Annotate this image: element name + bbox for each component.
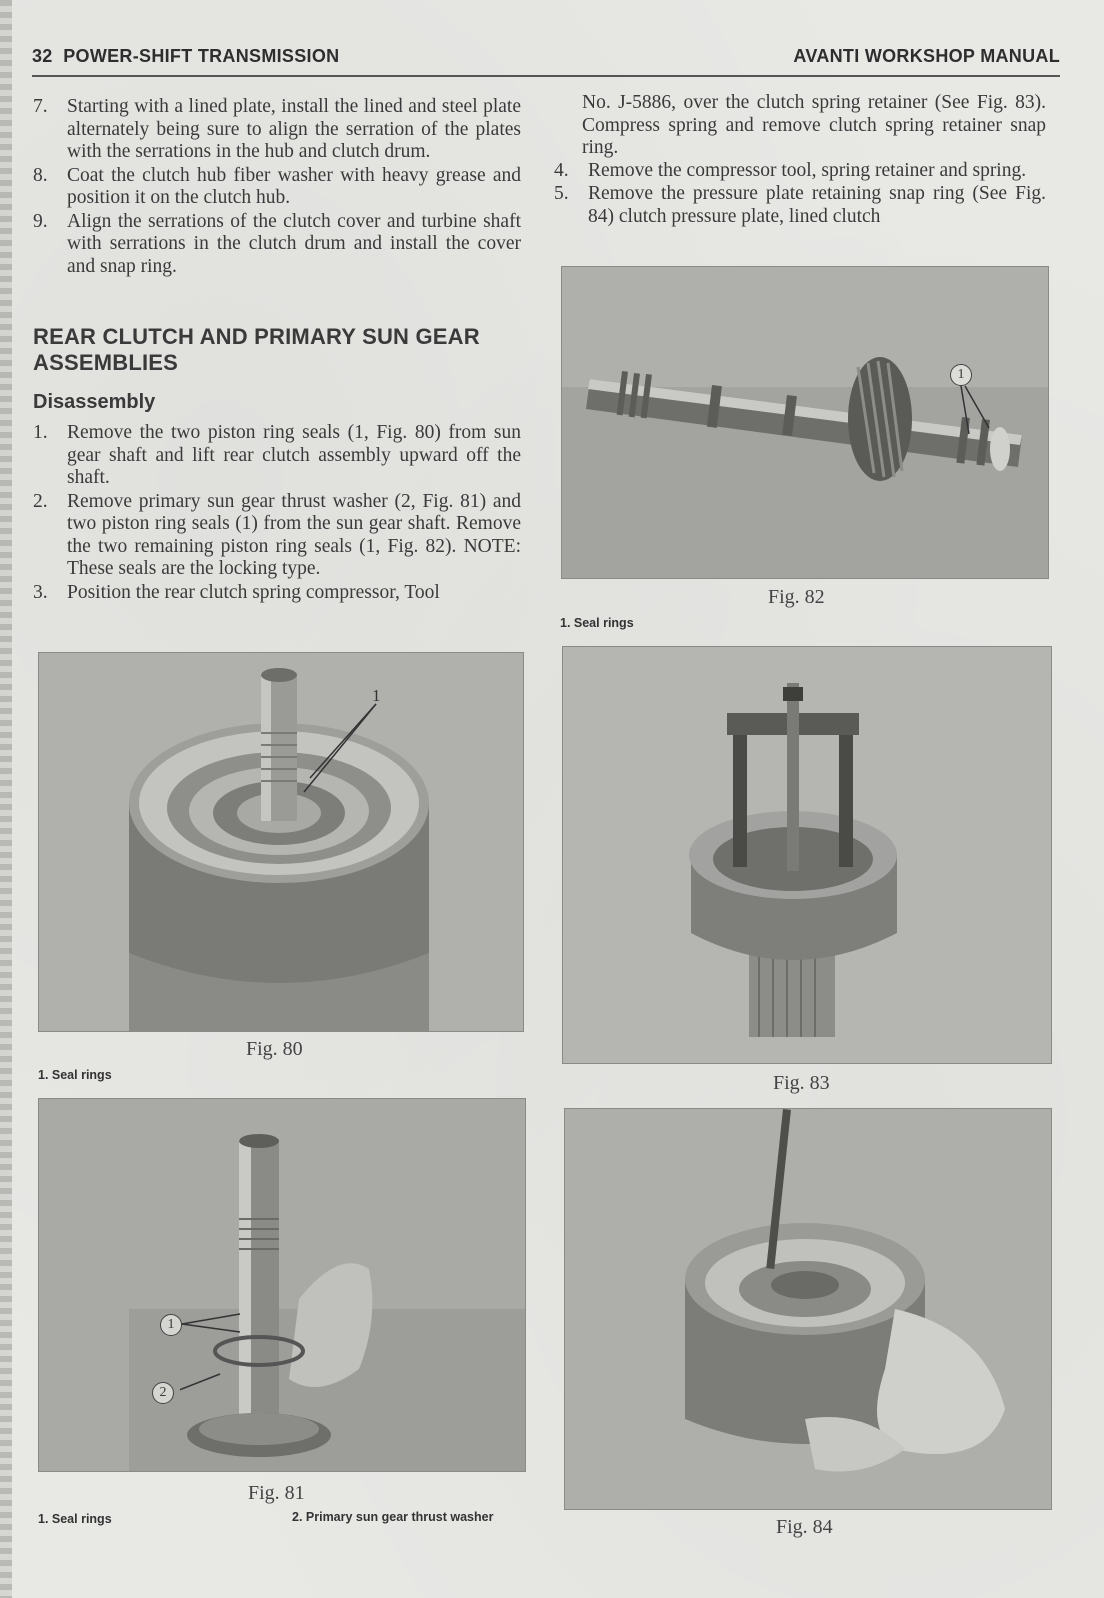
manual-title: AVANTI WORKSHOP MANUAL — [793, 46, 1060, 66]
step-number: 5. — [554, 183, 569, 204]
right-column — [554, 92, 1046, 229]
step-7 — [33, 96, 521, 164]
subheading-disassembly: Disassembly — [33, 391, 156, 413]
continuation-text: No. J-5886, over the clutch spring retainer (See Fig. 83). Compress spring and remove clutch spring retainer snap ring. — [582, 92, 1046, 158]
fig80-callout: 1 — [372, 686, 381, 705]
step-text: Remove the compressor tool, spring retainer and spring. — [588, 159, 1027, 181]
page-header — [32, 46, 1060, 74]
page-number: 32 — [32, 46, 53, 66]
fig81-legend-2: 2. Primary sun gear thrust washer — [292, 1510, 494, 1524]
step-5 — [554, 183, 1046, 228]
fig82-callout: 1 — [950, 364, 972, 386]
step-9 — [33, 211, 521, 279]
fig81-caption: Fig. 81 — [248, 1482, 305, 1504]
step-text: Remove the pressure plate retaining snap ring (See Fig. 84) clutch pressure plate, lined clutch — [588, 183, 1046, 227]
fig83-caption: Fig. 83 — [773, 1072, 830, 1094]
section-title: POWER-SHIFT TRANSMISSION — [63, 46, 340, 66]
step-text: Coat the clutch hub fiber washer with heavy grease and position it on the clutch hub. — [67, 164, 521, 208]
step-number: 3. — [33, 581, 48, 603]
fig80-leader-lines — [300, 702, 380, 794]
step-text: Remove primary sun gear thrust washer (2, Fig. 81) and two piston ring seals (1) from the sun gear shaft. Remove the two remaining piston ring seals (1, Fig. 82). NOTE: These seals are the locking type. — [67, 490, 521, 579]
fig81-callout-1: 1 — [160, 1314, 182, 1336]
fig84-caption: Fig. 84 — [776, 1516, 833, 1538]
step-2 — [33, 491, 521, 581]
step-8 — [33, 165, 521, 210]
step-number: 7. — [33, 96, 48, 117]
section-heading: REAR CLUTCH AND PRIMARY SUN GEAR ASSEMBLIES — [33, 324, 480, 375]
fig82-caption: Fig. 82 — [768, 586, 825, 608]
step-3 — [33, 582, 521, 605]
fig82-leader-lines — [955, 384, 995, 440]
header-rule — [32, 75, 1060, 77]
fig84-photo — [564, 1108, 1052, 1510]
step-number: 9. — [33, 210, 48, 232]
binding-edge — [0, 0, 12, 1598]
step-number: 4. — [554, 159, 569, 181]
step-number: 2. — [33, 490, 48, 512]
step-text: Position the rear clutch spring compressor, Tool — [67, 581, 440, 603]
fig80-legend: 1. Seal rings — [38, 1068, 112, 1082]
left-column — [33, 96, 521, 605]
step-text: Remove the two piston ring seals (1, Fig. 80) from sun gear shaft and lift rear clutch assembly upward off the shaft. — [67, 422, 521, 488]
fig80-photo — [38, 652, 524, 1032]
header-left — [32, 46, 339, 67]
step-number: 1. — [33, 422, 48, 443]
fig83-photo — [562, 646, 1052, 1064]
fig81-leader-lines — [180, 1310, 260, 1400]
fig81-legend-1: 1. Seal rings — [38, 1512, 112, 1526]
step-text: Align the serrations of the clutch cover and turbine shaft with serrations in the clutch drum and install the cover and snap ring. — [67, 210, 521, 277]
fig82-legend: 1. Seal rings — [560, 616, 634, 630]
fig80-caption: Fig. 80 — [246, 1038, 303, 1060]
step-text: Starting with a lined plate, install the lined and steel plate alternately being sure to align the serration of the plates with the serrations in the hub and clutch drum. — [67, 96, 521, 162]
fig81-callout-2: 2 — [152, 1382, 174, 1404]
step-4 — [554, 160, 1046, 183]
fig81-photo — [38, 1098, 526, 1472]
step-1 — [33, 422, 521, 490]
step-number: 8. — [33, 164, 48, 186]
